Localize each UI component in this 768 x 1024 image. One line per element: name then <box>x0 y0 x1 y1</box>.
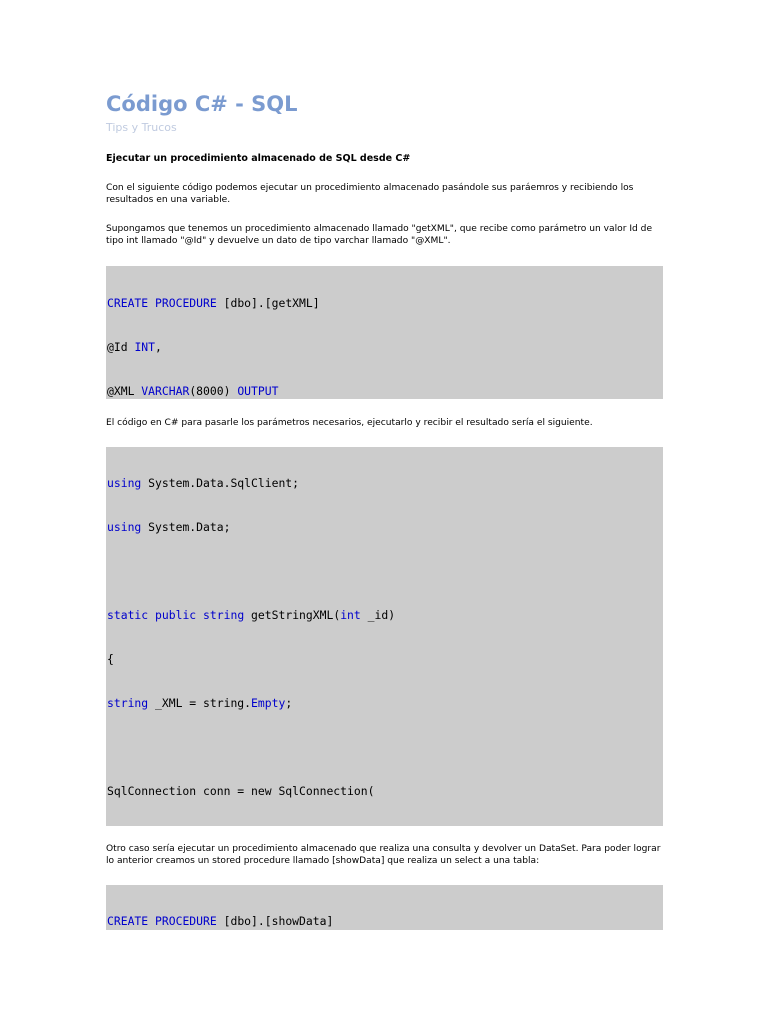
code-line: @XML VARCHAR(8000) OUTPUT <box>107 384 279 399</box>
code-line: SqlConnection conn = new SqlConnection( <box>107 783 375 798</box>
code-line: CREATE PROCEDURE [dbo].[showData] <box>107 914 334 929</box>
paragraph-csharp-intro: El código en C# para pasarle los parámetros necesarios, ejecutarlo y recibir el resultado sería el siguiente. <box>106 418 593 428</box>
code-line: @Id INT, <box>107 340 162 355</box>
code-block-sql-getxml <box>106 266 663 399</box>
code-line: using System.Data.SqlClient; <box>107 476 300 491</box>
code-line <box>107 564 663 579</box>
section-heading: Ejecutar un procedimiento almacenado de SQL desde C# <box>106 153 411 164</box>
code-line: { <box>107 652 114 667</box>
code-line: string _XML = string.Empty; <box>107 696 293 711</box>
code-line <box>107 740 663 755</box>
code-line: static public string getStringXML(int _id) <box>107 608 396 623</box>
paragraph-intro: Con el siguiente código podemos ejecutar un procedimiento almacenado pasándole sus paráemros y recibiendo los resultados en una variable. <box>106 183 634 205</box>
code-block-csharp <box>106 447 663 826</box>
paragraph-dataset: Otro caso sería ejecutar un procedimiento almacenado que realiza una consulta y devolver un DataSet. Para poder lograr lo anterior creamos un stored procedure llamado [showData] que realiza un select a una tabla: <box>106 844 661 866</box>
code-block-sql-showdata <box>106 885 663 930</box>
document-subtitle: Tips y Trucos <box>106 121 177 134</box>
paragraph-getxml: Supongamos que tenemos un procedimiento almacenado llamado "getXML", que recibe como parámetro un valor Id de tipo int llamado "@Id" y devuelve un dato de tipo varchar llamado "@XML". <box>106 224 653 246</box>
code-line: using System.Data; <box>107 520 231 535</box>
code-line: CREATE PROCEDURE [dbo].[getXML] <box>107 296 320 311</box>
document-title: Código C# - SQL <box>106 92 298 116</box>
